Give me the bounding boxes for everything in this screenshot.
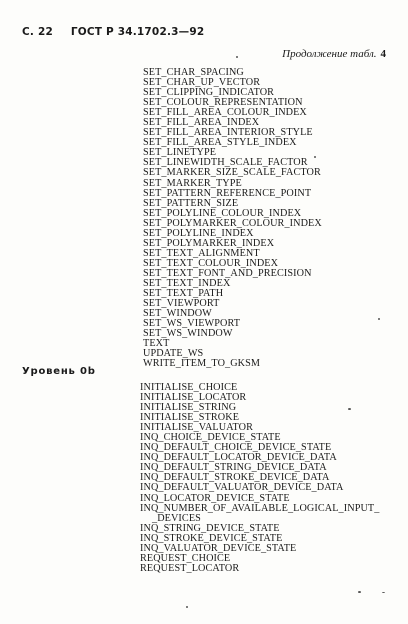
function-list-level-0a xyxy=(143,68,322,369)
scan-speck xyxy=(236,56,238,58)
function-name-item: REQUEST_CHOICE xyxy=(140,552,231,564)
function-name-item: SET_TEXT_FONT_AND_PRECISION xyxy=(143,267,312,279)
function-name-item: SET_FILL_AREA_STYLE_INDEX xyxy=(143,137,297,149)
standard-designation: ГОСТ Р 34.1702.3—92 xyxy=(70,26,205,38)
function-name-item: INQ_DEFAULT_STROKE_DEVICE_DATA xyxy=(140,472,330,484)
function-name-item: SET_POLYMARKER_COLOUR_INDEX xyxy=(143,217,322,229)
level-heading: Уровень 0b xyxy=(22,366,96,377)
page-number: С. 22 xyxy=(22,26,53,38)
function-name-item: SET_TEXT_PATH xyxy=(143,288,224,300)
function-name-item: SET_CLIPPING_INDICATOR xyxy=(143,87,275,99)
function-name-item: SET_COLOUR_REPRESENTATION xyxy=(143,97,303,109)
function-name-item: INQ_VALUATOR_DEVICE_STATE xyxy=(140,542,297,554)
table-continuation xyxy=(282,48,386,60)
scan-speck xyxy=(378,318,380,320)
function-name-item: INITIALISE_LOCATOR xyxy=(140,392,247,404)
function-name-item: INITIALISE_STRING xyxy=(140,402,237,414)
function-name-item: INQ_DEFAULT_STRING_DEVICE_DATA xyxy=(140,462,327,474)
function-name-item: SET_POLYLINE_COLOUR_INDEX xyxy=(143,207,302,219)
function-name-item: SET_VIEWPORT xyxy=(143,298,220,310)
function-name-item: INQ_CHOICE_DEVICE_STATE xyxy=(140,432,281,444)
function-name-item: SET_MARKER_SIZE_SCALE_FACTOR xyxy=(143,167,321,179)
function-name-item: TEXT xyxy=(143,338,170,350)
function-name-item: INITIALISE_VALUATOR xyxy=(140,422,254,434)
function-name-item: UPDATE_WS xyxy=(143,348,204,360)
function-name-item: SET_CHAR_SPACING xyxy=(143,67,244,78)
function-name-item: SET_TEXT_INDEX xyxy=(143,277,231,289)
table-number: 4 xyxy=(380,48,386,60)
function-name-item: SET_MARKER_TYPE xyxy=(143,177,242,189)
function-name-item: SET_FILL_AREA_INTERIOR_STYLE xyxy=(143,127,313,139)
function-name-item: SET_POLYLINE_INDEX xyxy=(143,227,254,239)
function-name-item: INITIALISE_CHOICE xyxy=(140,382,238,393)
function-name-item: SET_TEXT_COLOUR_INDEX xyxy=(143,257,279,269)
page-header xyxy=(22,26,204,38)
function-name-item: SET_LINETYPE xyxy=(143,147,217,159)
function-name-item: INITIALISE_STROKE xyxy=(140,412,240,424)
function-name-item: INQ_DEFAULT_VALUATOR_DEVICE_DATA xyxy=(140,482,344,494)
function-name-item: WRITE_ITEM_TO_GKSM xyxy=(143,358,261,370)
function-name-item: SET_FILL_AREA_COLOUR_INDEX xyxy=(143,107,307,119)
function-name-item: SET_WINDOW xyxy=(143,308,212,320)
function-name-item: INQ_NUMBER_OF_AVAILABLE_LOGICAL_INPUT_ xyxy=(140,502,380,514)
function-name-item: SET_WS_WINDOW xyxy=(143,328,233,340)
function-name-item: SET_TEXT_ALIGNMENT xyxy=(143,247,260,259)
continuation-label: Продолжение табл. xyxy=(282,48,377,60)
function-name-item: INQ_LOCATOR_DEVICE_STATE xyxy=(140,492,290,504)
function-name-item: SET_CHAR_UP_VECTOR xyxy=(143,77,261,89)
scan-speck xyxy=(314,156,316,158)
function-name-item: REQUEST_LOCATOR xyxy=(140,562,240,574)
function-name-item: SET_FILL_AREA_INDEX xyxy=(143,117,260,129)
function-name-item: INQ_STRING_DEVICE_STATE xyxy=(140,522,280,534)
function-name-item: INQ_DEFAULT_CHOICE_DEVICE_STATE xyxy=(140,442,332,454)
function-name-item: SET_WS_VIEWPORT xyxy=(143,318,241,330)
function-name-item: SET_POLYMARKER_INDEX xyxy=(143,237,275,249)
function-name-item: SET_PATTERN_SIZE xyxy=(143,197,239,209)
function-list-level-0b xyxy=(140,383,379,574)
scan-speck xyxy=(358,591,361,593)
scan-speck xyxy=(348,408,351,410)
function-name-item: SET_PATTERN_REFERENCE_POINT xyxy=(143,187,312,199)
function-name-item: INQ_DEFAULT_LOCATOR_DEVICE_DATA xyxy=(140,452,337,464)
function-name-item: INQ_STROKE_DEVICE_STATE xyxy=(140,532,283,544)
function-name-item: SET_LINEWIDTH_SCALE_FACTOR xyxy=(143,157,308,169)
scan-speck xyxy=(382,592,385,593)
scan-speck xyxy=(186,606,188,608)
function-name-continuation: _DEVICES xyxy=(152,512,201,524)
